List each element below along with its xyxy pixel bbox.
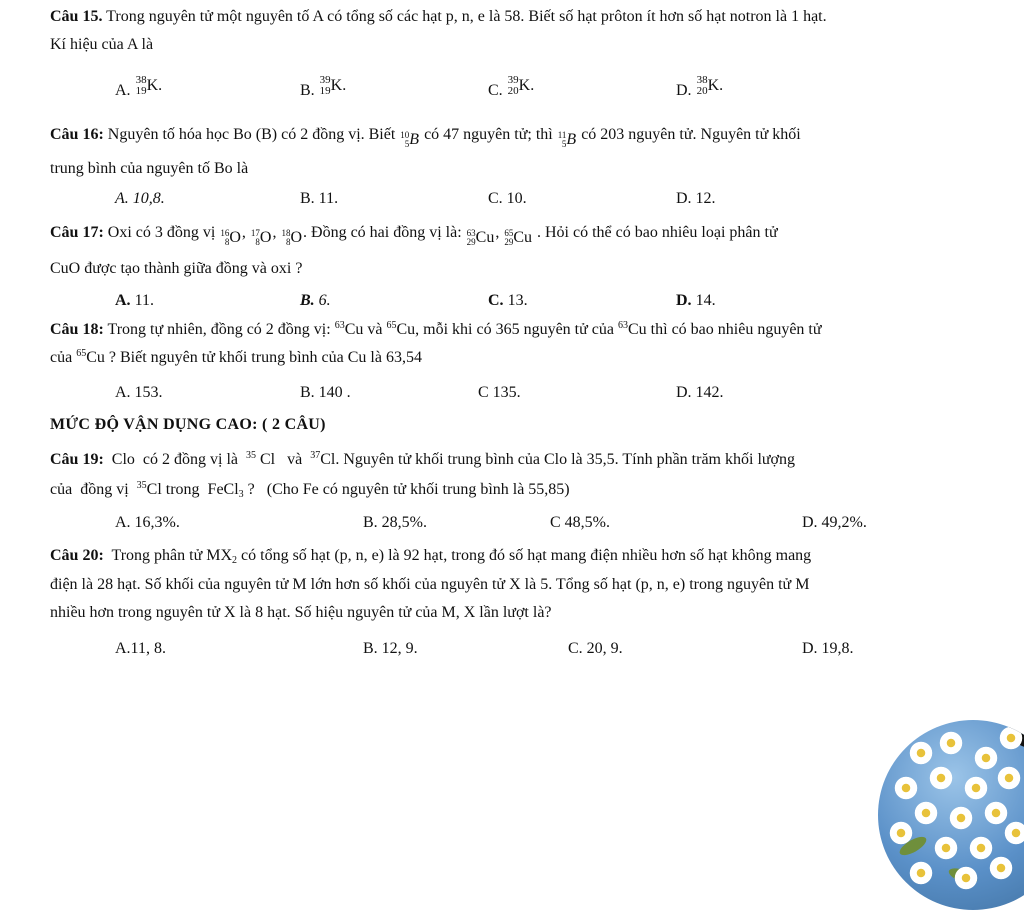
q16-option-b: B. 11.: [300, 190, 339, 207]
q15-option-a: A. 38 19 K.: [115, 74, 163, 99]
q19-option-a: A. 16,3%.: [115, 514, 180, 531]
q20-line3: nhiều hơn trong nguyên tử X là 8 hạt. Số hiệu nguyên tử của M, X lần lượt là?: [50, 604, 552, 621]
q18-line2: của $^{65}$Cu ? Biết nguyên tử khối trung bình của Cu là 63,54: [50, 348, 422, 366]
q18-line1: Câu 18: Trong tự nhiên, đồng có 2 đồng vị: $^{63}$Cu và $^{65}$Cu, mỗi khi có 365 nguyên tử của $^{63}$Cu thì có bao nhiêu nguyên tử: [50, 320, 822, 338]
q18-option-a: A. 153.: [115, 384, 163, 401]
q20-label: Câu 20:: [50, 547, 104, 564]
q16-option-d: D. 12.: [676, 190, 716, 207]
section-heading: MỨC ĐỘ VẬN DỤNG CAO: ( 2 CÂU): [50, 416, 326, 433]
q17-option-c: C. 13.: [488, 292, 528, 309]
q15-option-d: D. 38 20 K.: [676, 74, 724, 99]
q18-option-b: B. 140 .: [300, 384, 351, 401]
q19-option-d: D. 49,2%.: [802, 514, 867, 531]
q20-option-c: C. 20, 9.: [568, 640, 623, 657]
q17-line2: CuO được tạo thành giữa đồng và oxi ?: [50, 260, 303, 277]
q17-line1: Câu 17: Oxi có 3 đồng vị 16 8 O, 17 8 O, 18 8 O. Đồng có hai đồng vị là: 63 29 Cu, 65 29 Cu . Hỏi có thể có bao nhiêu loại phân tử: [50, 224, 778, 248]
q16-line1: Câu 16: Nguyên tố hóa học Bo (B) có 2 đồng vị. Biết 10 5 B có 47 nguyên tử; thì 11 5 B có 203 nguyên tử. Nguyên tử khối: [50, 126, 801, 150]
q20-option-a: A.11, 8.: [115, 640, 166, 657]
q19-label: Câu 19:: [50, 451, 104, 468]
q17-option-d: D. 14.: [676, 292, 716, 309]
q17-option-a: A. 11.: [115, 292, 154, 309]
q16-option-c: C. 10.: [488, 190, 527, 207]
q18-option-c: C 135.: [478, 384, 521, 401]
q20-option-d: D. 19,8.: [802, 640, 854, 657]
q19-option-b: B. 28,5%.: [363, 514, 427, 531]
q20-line2: điện là 28 hạt. Số khối của nguyên tử M lớn hơn số khối của nguyên tử X là 5. Tổng số hạt (p, n, e) trong nguyên tử M: [50, 576, 810, 593]
q15-option-b: B. 39 19 K.: [300, 74, 347, 99]
q18-option-d: D. 142.: [676, 384, 724, 401]
q15-label: Câu 15.: [50, 8, 103, 25]
q16-line2: trung bình của nguyên tố Bo là: [50, 160, 249, 177]
q18-label: Câu 18:: [50, 321, 104, 338]
q17-label: Câu 17:: [50, 224, 104, 241]
q15-line1: Câu 15. Trong nguyên tử một nguyên tố A có tổng số các hạt p, n, e là 58. Biết số hạt prôton ít hơn số hạt notron là 1 hạt.: [50, 8, 827, 25]
q17-option-b: B. 6.: [300, 292, 331, 309]
q19-line2: của đồng vị $^{35}$Cl trong FeCl$_3$ ? (Cho Fe có nguyên tử khối trung bình là 55,85): [50, 480, 570, 500]
q19-line1: Câu 19: Clo có 2 đồng vị là $^{35}$ Cl và $^{37}$Cl. Nguyên tử khối trung bình của Clo là 35,5. Tính phần trăm khối lượng: [50, 450, 796, 468]
q20-option-b: B. 12, 9.: [363, 640, 418, 657]
q16-label: Câu 16:: [50, 126, 104, 143]
q16-option-a: A. 10,8.: [115, 190, 165, 207]
q20-line1: Câu 20: Trong phân tử $MX_2$ có tổng số hạt (p, n, e) là 92 hạt, trong đó số hạt mang điện nhiều hơn số hạt không mang: [50, 547, 812, 566]
daisy-flower-image: [878, 720, 1024, 910]
q19-option-c: C 48,5%.: [550, 514, 610, 531]
q15-option-c: C. 39 20 K.: [488, 74, 535, 99]
q15-line2: Kí hiệu của A là: [50, 36, 154, 53]
